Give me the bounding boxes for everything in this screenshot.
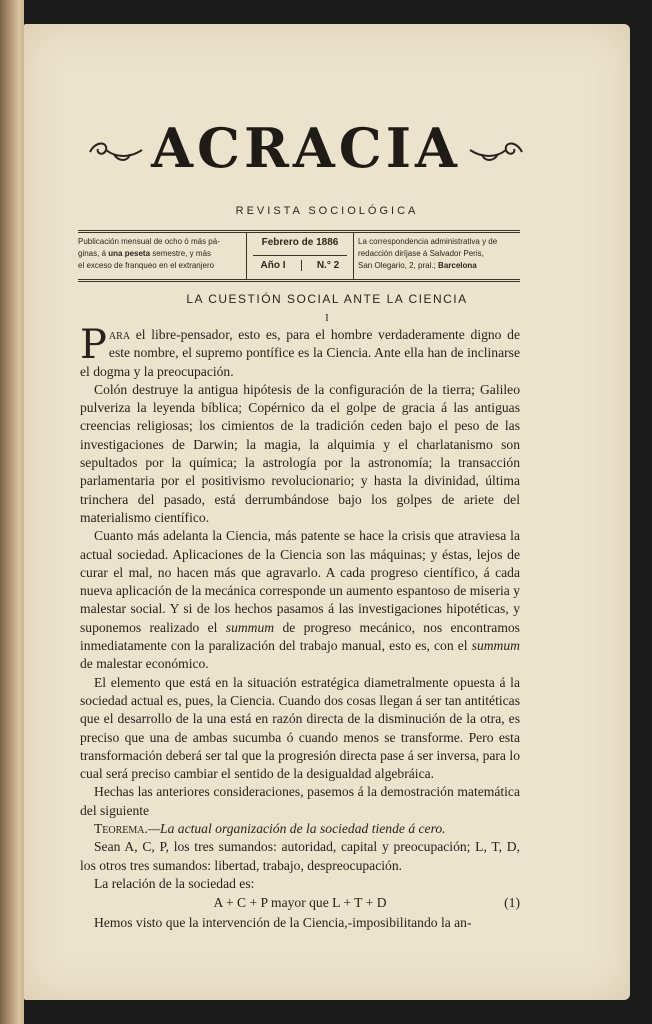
paragraph: El elemento que está en la situación estratégica diametralmente opuesta á la sociedad actual es, pues, la Ciencia. Cuando dos cosas llegan á ser tan antitéticas que el desarrollo de la una está en razón directa de la disminución de la otra, es preciso que una de ambas sucumba ó cuando menos se transforme. Pero esta transformación deberá ser tal que la progresión directa pase á ser inversa, para lo cual será preciso cambiar el sentido de la desigualdad algebráica. — [80, 674, 520, 782]
paragraph: Colón destruye la antigua hipótesis de la configuración de la tierra; Galileo pulveriza la leyenda bíblica; Copérnico da el golpe de gracia á las antiguas creencias religiosas; los cimientos de la tradición ceden bajo el peso de las investigaciones de Darwin; la magia, la alquimia y el charlatanismo son sepultados por la química; la astrología por la astronomía; la transacción parlamentaria por el positivismo revolucionario; y hasta la divinidad, última trinchera del pasado, está derrumbándose bajo los golpes de ariete del materialismo científico. — [80, 381, 520, 525]
drop-cap: P — [80, 322, 107, 368]
publication-info-bar — [78, 230, 520, 282]
paragraph: Hemos visto que la intervención de la Ciencia,-imposibilitando la an- — [94, 914, 472, 930]
journal-title: ACRACIA — [151, 116, 461, 180]
issue-date: Febrero de 1886 — [261, 237, 339, 248]
journal-page — [24, 24, 630, 1000]
right-flourish-ornament — [466, 136, 526, 166]
paragraph: Hechas las anteriores consideraciones, pasemos á la demostración matemática del siguiente — [80, 784, 520, 818]
paragraph: Para el libre-pensador, esto es, para el hombre verdaderamente digno de este nombre, el supremo pontífice es la Ciencia. Ante ella han de inclinarse el dogma y la preocupación. — [80, 322, 520, 379]
issue-year: Año I — [260, 260, 286, 271]
subscription-info: Publicación mensual de ocho ó más pá- ginas, á una peseta semestre, y más el exceso de franqueo en el extranjero — [78, 237, 220, 270]
equation-number: (1) — [504, 895, 520, 911]
theorem: Teorema.—La actual organización de la sociedad tiende á cero. — [94, 821, 446, 837]
correspondence-info: La correspondencia administrativa y de redacción diríjase á Salvador Peris, San Olegario, 2, pral.; Barcelona — [358, 237, 498, 270]
paragraph: Cuanto más adelanta la Ciencia, más patente se hace la crisis que atraviesa la actual sociedad. Aplicaciones de la Ciencia son las máquinas; y éstas, lejos de curar el mal, no hacen más que agravarlo. A cada progreso científico, á cada nueva aplicación de la mecánica corresponde un aumento espantoso de miseria y malestar social. Y si de los hechos pasamos á las investigaciones hipotéticas, y suponemos realizado el summum de progreso mecánico, nos encontramos inmediatamente con la paralización del trabajo manual, esto es, con el summum de malestar económico. — [80, 528, 520, 672]
book-spine — [0, 0, 24, 1024]
journal-subtitle: REVISTA SOCIOLÓGICA — [235, 205, 419, 217]
paragraph: La relación de la sociedad es: — [94, 875, 255, 891]
section-number: I — [325, 312, 329, 324]
article-body — [80, 322, 520, 932]
paragraph: Sean A, C, P, los tres sumandos: autoridad, capital y preocupación; L, T, D, los otros tres sumandos: libertad, trabajo, despreocupación. — [80, 839, 520, 873]
issue-info — [246, 233, 354, 279]
masthead — [86, 116, 526, 186]
issue-number: N.° 2 — [301, 260, 354, 271]
formula: A + C + P mayor que L + T + D (1) — [80, 894, 520, 912]
article-title: LA CUESTIÓN SOCIAL ANTE LA CIENCIA — [186, 292, 468, 306]
